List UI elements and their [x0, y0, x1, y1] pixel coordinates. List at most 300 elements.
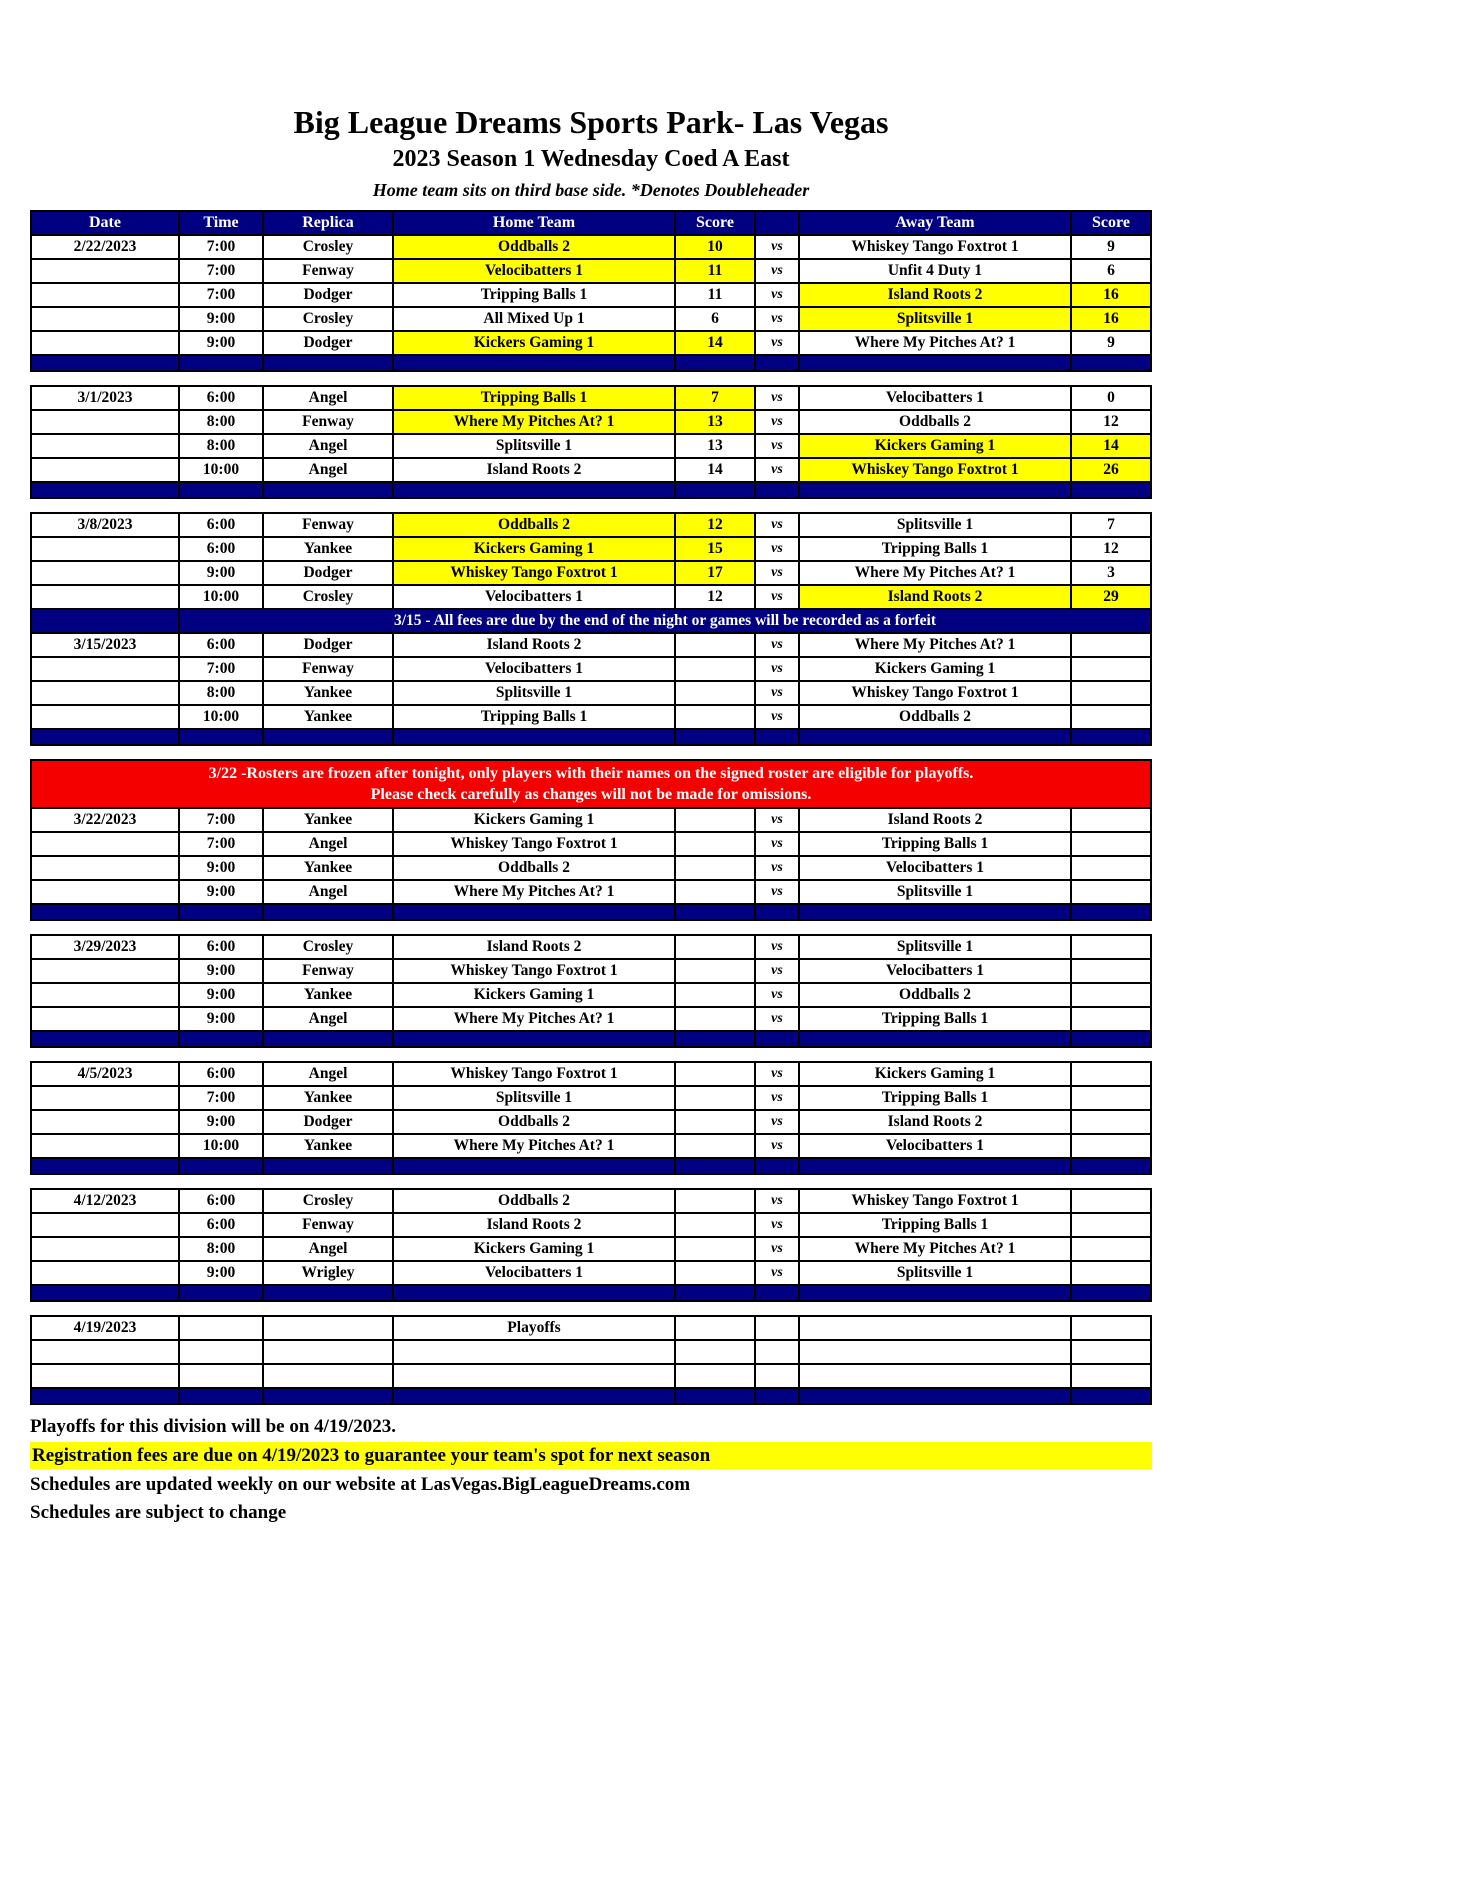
away-team-cell: [800, 1365, 1072, 1387]
date-cell: 4/5/2023: [32, 1063, 180, 1085]
home-score-cell: 15: [676, 538, 756, 560]
separator-cell: [264, 356, 394, 370]
away-score-cell: 29: [1072, 586, 1150, 608]
vs-cell: vs: [756, 284, 800, 306]
separator-cell: [1072, 1032, 1150, 1046]
separator-cell: [1072, 905, 1150, 919]
home-team-cell: Tripping Balls 1: [394, 706, 676, 728]
time-cell: 7:00: [180, 260, 264, 282]
separator-row: [30, 1032, 1152, 1048]
page-subtitle: 2023 Season 1 Wednesday Coed A East: [392, 146, 790, 172]
vs-cell: vs: [756, 1111, 800, 1133]
time-cell: [180, 1317, 264, 1339]
time-cell: 10:00: [180, 586, 264, 608]
spacer-row: [30, 499, 1152, 512]
footer-playoffs-line: Playoffs for this division will be on 4/19/2023.: [30, 1416, 396, 1437]
home-team-cell: Oddballs 2: [394, 1111, 676, 1133]
home-score-cell: [676, 984, 756, 1006]
date-cell: [32, 1135, 180, 1157]
away-score-cell: 12: [1072, 411, 1150, 433]
away-score-cell: [1072, 706, 1150, 728]
game-row: [30, 435, 1152, 459]
date-cell: [32, 1087, 180, 1109]
home-score-cell: [676, 881, 756, 903]
game-row: [30, 1238, 1152, 1262]
separator-cell: [1072, 356, 1150, 370]
away-score-cell: [1072, 1008, 1150, 1030]
game-row: [30, 833, 1152, 857]
date-cell: 3/22/2023: [32, 809, 180, 831]
away-score-cell: 6: [1072, 260, 1150, 282]
away-team-cell: Splitsville 1: [800, 1262, 1072, 1284]
away-team-cell: Where My Pitches At? 1: [800, 634, 1072, 656]
replica-cell: Fenway: [264, 1214, 394, 1236]
vs-cell: [756, 1341, 800, 1363]
home-score-cell: 6: [676, 308, 756, 330]
separator-cell: [32, 1032, 180, 1046]
time-cell: 7:00: [180, 236, 264, 258]
away-team-cell: Velocibatters 1: [800, 1135, 1072, 1157]
separator-cell: [676, 730, 756, 744]
replica-cell: Crosley: [264, 1190, 394, 1212]
game-row: [30, 1135, 1152, 1159]
away-score-cell: [1072, 960, 1150, 982]
spacer-row: [30, 921, 1152, 934]
home-score-cell: 11: [676, 260, 756, 282]
date-cell: 3/29/2023: [32, 936, 180, 958]
time-cell: 7:00: [180, 284, 264, 306]
time-cell: 6:00: [180, 936, 264, 958]
empty-row: [30, 1341, 1152, 1365]
home-score-cell: [676, 1087, 756, 1109]
home-team-cell: Splitsville 1: [394, 682, 676, 704]
header-away-team: Away Team: [800, 212, 1072, 234]
away-team-cell: Where My Pitches At? 1: [800, 562, 1072, 584]
home-team-cell: Velocibatters 1: [394, 658, 676, 680]
time-cell: 6:00: [180, 1063, 264, 1085]
home-team-cell: Whiskey Tango Foxtrot 1: [394, 833, 676, 855]
home-score-cell: 12: [676, 514, 756, 536]
replica-cell: Dodger: [264, 284, 394, 306]
away-score-cell: [1072, 881, 1150, 903]
separator-cell: [394, 905, 676, 919]
replica-cell: Yankee: [264, 984, 394, 1006]
vs-cell: vs: [756, 236, 800, 258]
replica-cell: Crosley: [264, 236, 394, 258]
date-cell: [32, 857, 180, 879]
game-row: [30, 1262, 1152, 1286]
replica-cell: Crosley: [264, 936, 394, 958]
vs-cell: [756, 1317, 800, 1339]
vs-cell: vs: [756, 1135, 800, 1157]
home-score-cell: [676, 1135, 756, 1157]
away-team-cell: Splitsville 1: [800, 881, 1072, 903]
vs-cell: vs: [756, 881, 800, 903]
home-score-cell: [676, 658, 756, 680]
away-team-cell: Oddballs 2: [800, 984, 1072, 1006]
separator-cell: [32, 1159, 180, 1173]
separator-row: [30, 356, 1152, 372]
away-team-cell: Island Roots 2: [800, 284, 1072, 306]
date-cell: [32, 881, 180, 903]
game-row: [30, 1188, 1152, 1214]
separator-cell: [264, 730, 394, 744]
home-team-cell: Velocibatters 1: [394, 1262, 676, 1284]
separator-cell: [676, 1032, 756, 1046]
away-score-cell: [1072, 984, 1150, 1006]
away-score-cell: 16: [1072, 308, 1150, 330]
spacer-row: [30, 1048, 1152, 1061]
vs-cell: vs: [756, 1008, 800, 1030]
separator-cell: [756, 730, 800, 744]
separator-row: [30, 1389, 1152, 1405]
away-score-cell: [1072, 1214, 1150, 1236]
home-score-cell: [676, 1190, 756, 1212]
replica-cell: Angel: [264, 435, 394, 457]
vs-cell: vs: [756, 260, 800, 282]
date-cell: [32, 1214, 180, 1236]
vs-cell: vs: [756, 459, 800, 481]
date-cell: [32, 1341, 180, 1363]
separator-cell: [394, 730, 676, 744]
home-score-cell: [676, 1214, 756, 1236]
home-team-cell: Kickers Gaming 1: [394, 538, 676, 560]
time-cell: 10:00: [180, 459, 264, 481]
away-score-cell: 12: [1072, 538, 1150, 560]
replica-cell: [264, 1365, 394, 1387]
separator-cell: [800, 905, 1072, 919]
game-row: [30, 236, 1152, 260]
date-cell: [32, 538, 180, 560]
spacer-row: [30, 746, 1152, 759]
vs-cell: vs: [756, 1262, 800, 1284]
replica-cell: Dodger: [264, 1111, 394, 1133]
home-score-cell: [676, 1341, 756, 1363]
date-cell: [32, 706, 180, 728]
game-row: [30, 459, 1152, 483]
banner-row: [30, 610, 1152, 634]
game-row: [30, 1061, 1152, 1087]
date-cell: 2/22/2023: [32, 236, 180, 258]
away-team-cell: Oddballs 2: [800, 706, 1072, 728]
date-cell: 3/1/2023: [32, 387, 180, 409]
replica-cell: Crosley: [264, 586, 394, 608]
home-team-cell: Kickers Gaming 1: [394, 332, 676, 354]
separator-cell: [756, 1286, 800, 1300]
home-team-cell: Oddballs 2: [394, 857, 676, 879]
roster-freeze-notice-line: Please check carefully as changes will not be made for omissions.: [370, 786, 812, 803]
replica-cell: Fenway: [264, 960, 394, 982]
vs-cell: vs: [756, 332, 800, 354]
vs-cell: vs: [756, 682, 800, 704]
away-team-cell: Unfit 4 Duty 1: [800, 260, 1072, 282]
vs-cell: vs: [756, 308, 800, 330]
home-score-cell: [676, 857, 756, 879]
away-score-cell: [1072, 658, 1150, 680]
date-cell: [32, 658, 180, 680]
home-team-cell: Kickers Gaming 1: [394, 1238, 676, 1260]
away-team-cell: Velocibatters 1: [800, 387, 1072, 409]
vs-cell: vs: [756, 960, 800, 982]
home-score-cell: 14: [676, 332, 756, 354]
away-team-cell: Kickers Gaming 1: [800, 1063, 1072, 1085]
time-cell: 9:00: [180, 881, 264, 903]
separator-cell: [394, 1389, 676, 1403]
separator-cell: [394, 356, 676, 370]
home-score-cell: 13: [676, 435, 756, 457]
page-title: Big League Dreams Sports Park- Las Vegas: [293, 104, 889, 140]
spacer-row: [30, 1302, 1152, 1315]
separator-cell: [32, 483, 180, 497]
roster-freeze-notice-line: 3/22 -Rosters are frozen after tonight, only players with their names on the signed roster are eligible for playoffs.: [208, 765, 974, 782]
empty-row: [30, 1365, 1152, 1389]
away-team-cell: Kickers Gaming 1: [800, 435, 1072, 457]
game-row: [30, 809, 1152, 833]
separator-cell: [800, 1032, 1072, 1046]
home-score-cell: [676, 682, 756, 704]
home-team-cell: Oddballs 2: [394, 236, 676, 258]
game-row: [30, 881, 1152, 905]
time-cell: 9:00: [180, 562, 264, 584]
date-cell: [32, 332, 180, 354]
home-team-cell: Whiskey Tango Foxtrot 1: [394, 562, 676, 584]
away-score-cell: 16: [1072, 284, 1150, 306]
replica-cell: Yankee: [264, 706, 394, 728]
away-score-cell: 9: [1072, 236, 1150, 258]
away-team-cell: Island Roots 2: [800, 586, 1072, 608]
replica-cell: Fenway: [264, 514, 394, 536]
separator-cell: [756, 1032, 800, 1046]
vs-cell: vs: [756, 1238, 800, 1260]
replica-cell: Yankee: [264, 682, 394, 704]
replica-cell: Fenway: [264, 658, 394, 680]
home-score-cell: 12: [676, 586, 756, 608]
separator-cell: [1072, 1389, 1150, 1403]
home-team-cell: Velocibatters 1: [394, 586, 676, 608]
away-score-cell: [1072, 1238, 1150, 1260]
game-row: [30, 332, 1152, 356]
separator-row: [30, 483, 1152, 499]
away-team-cell: Tripping Balls 1: [800, 1008, 1072, 1030]
separator-cell: [800, 1159, 1072, 1173]
home-team-cell: Island Roots 2: [394, 1214, 676, 1236]
schedule-content: [30, 104, 1152, 1528]
vs-cell: [756, 1365, 800, 1387]
away-team-cell: Whiskey Tango Foxtrot 1: [800, 1190, 1072, 1212]
home-team-cell: Island Roots 2: [394, 459, 676, 481]
separator-cell: [32, 730, 180, 744]
date-cell: [32, 1365, 180, 1387]
time-cell: 9:00: [180, 308, 264, 330]
separator-cell: [756, 905, 800, 919]
home-score-cell: [676, 706, 756, 728]
separator-cell: [1072, 483, 1150, 497]
vs-cell: vs: [756, 562, 800, 584]
separator-cell: [180, 1389, 264, 1403]
separator-cell: [32, 1389, 180, 1403]
game-row: [30, 512, 1152, 538]
away-score-cell: [1072, 1190, 1150, 1212]
separator-cell: [264, 1286, 394, 1300]
home-score-cell: [676, 936, 756, 958]
separator-cell: [180, 1286, 264, 1300]
home-team-cell: [394, 1365, 676, 1387]
home-score-cell: [676, 1063, 756, 1085]
vs-cell: vs: [756, 658, 800, 680]
replica-cell: [264, 1341, 394, 1363]
time-cell: 10:00: [180, 1135, 264, 1157]
home-score-cell: [676, 1238, 756, 1260]
time-cell: 8:00: [180, 682, 264, 704]
vs-cell: vs: [756, 1190, 800, 1212]
replica-cell: Yankee: [264, 1087, 394, 1109]
home-team-cell: Splitsville 1: [394, 1087, 676, 1109]
date-cell: [32, 1008, 180, 1030]
fees-due-banner: 3/15 - All fees are due by the end of the night or games will be recorded as a forfeit: [180, 610, 1150, 632]
vs-cell: vs: [756, 809, 800, 831]
home-team-cell: [394, 1341, 676, 1363]
time-cell: 7:00: [180, 809, 264, 831]
time-cell: 7:00: [180, 833, 264, 855]
replica-cell: Wrigley: [264, 1262, 394, 1284]
separator-cell: [1072, 1159, 1150, 1173]
vs-cell: vs: [756, 1063, 800, 1085]
vs-cell: vs: [756, 411, 800, 433]
separator-cell: [800, 483, 1072, 497]
replica-cell: Yankee: [264, 809, 394, 831]
time-cell: 9:00: [180, 1008, 264, 1030]
away-score-cell: [1072, 1262, 1150, 1284]
separator-cell: [676, 905, 756, 919]
home-team-cell: Whiskey Tango Foxtrot 1: [394, 1063, 676, 1085]
vs-cell: vs: [756, 514, 800, 536]
separator-cell: [264, 1032, 394, 1046]
header-away-score: Score: [1072, 212, 1150, 234]
header-time: Time: [180, 212, 264, 234]
separator-cell: [180, 1159, 264, 1173]
vs-cell: vs: [756, 936, 800, 958]
away-score-cell: 3: [1072, 562, 1150, 584]
game-row: [30, 857, 1152, 881]
separator-cell: [180, 483, 264, 497]
header-row: [30, 210, 1152, 236]
away-team-cell: Velocibatters 1: [800, 857, 1072, 879]
banner-date-cell: [32, 610, 180, 632]
vs-cell: vs: [756, 1214, 800, 1236]
away-team-cell: Tripping Balls 1: [800, 1087, 1072, 1109]
vs-cell: vs: [756, 387, 800, 409]
home-team-cell: Oddballs 2: [394, 1190, 676, 1212]
time-cell: 8:00: [180, 1238, 264, 1260]
separator-cell: [32, 1286, 180, 1300]
date-cell: [32, 1262, 180, 1284]
spacer-row: [30, 1175, 1152, 1188]
vs-cell: vs: [756, 984, 800, 1006]
date-cell: [32, 308, 180, 330]
away-team-cell: Splitsville 1: [800, 308, 1072, 330]
away-score-cell: 7: [1072, 514, 1150, 536]
away-score-cell: [1072, 1317, 1150, 1339]
away-team-cell: Velocibatters 1: [800, 960, 1072, 982]
separator-cell: [756, 356, 800, 370]
away-team-cell: Whiskey Tango Foxtrot 1: [800, 236, 1072, 258]
game-row: [30, 934, 1152, 960]
date-cell: [32, 984, 180, 1006]
separator-cell: [180, 1032, 264, 1046]
time-cell: 10:00: [180, 706, 264, 728]
footer-website-line: Schedules are updated weekly on our website at LasVegas.BigLeagueDreams.com: [30, 1474, 691, 1495]
separator-row: [30, 1286, 1152, 1302]
home-team-cell: All Mixed Up 1: [394, 308, 676, 330]
date-cell: [32, 284, 180, 306]
time-cell: 9:00: [180, 857, 264, 879]
separator-cell: [264, 905, 394, 919]
away-team-cell: Oddballs 2: [800, 411, 1072, 433]
home-team-cell: Where My Pitches At? 1: [394, 1008, 676, 1030]
away-score-cell: [1072, 1341, 1150, 1363]
home-score-cell: [676, 1317, 756, 1339]
away-score-cell: [1072, 1063, 1150, 1085]
replica-cell: Yankee: [264, 857, 394, 879]
time-cell: 9:00: [180, 984, 264, 1006]
separator-cell: [394, 1032, 676, 1046]
home-score-cell: 10: [676, 236, 756, 258]
vs-cell: vs: [756, 538, 800, 560]
game-row: [30, 1087, 1152, 1111]
replica-cell: Dodger: [264, 562, 394, 584]
separator-cell: [1072, 1286, 1150, 1300]
time-cell: 9:00: [180, 332, 264, 354]
game-row: [30, 284, 1152, 308]
vs-cell: vs: [756, 857, 800, 879]
vs-cell: vs: [756, 833, 800, 855]
date-cell: 4/19/2023: [32, 1317, 180, 1339]
time-cell: 9:00: [180, 960, 264, 982]
date-cell: [32, 682, 180, 704]
home-team-cell: Whiskey Tango Foxtrot 1: [394, 960, 676, 982]
away-score-cell: [1072, 809, 1150, 831]
away-score-cell: [1072, 857, 1150, 879]
away-team-cell: Whiskey Tango Foxtrot 1: [800, 682, 1072, 704]
game-row: [30, 706, 1152, 730]
home-score-cell: [676, 1111, 756, 1133]
away-team-cell: Tripping Balls 1: [800, 538, 1072, 560]
vs-cell: vs: [756, 634, 800, 656]
separator-cell: [264, 1389, 394, 1403]
header-home-team: Home Team: [394, 212, 676, 234]
away-score-cell: 26: [1072, 459, 1150, 481]
away-team-cell: Splitsville 1: [800, 936, 1072, 958]
separator-cell: [180, 905, 264, 919]
date-cell: 3/8/2023: [32, 514, 180, 536]
vs-cell: vs: [756, 586, 800, 608]
separator-cell: [676, 356, 756, 370]
game-row: [30, 1214, 1152, 1238]
date-cell: 4/12/2023: [32, 1190, 180, 1212]
time-cell: 9:00: [180, 1262, 264, 1284]
vs-cell: vs: [756, 706, 800, 728]
home-score-cell: [676, 1262, 756, 1284]
game-row: [30, 1111, 1152, 1135]
separator-cell: [800, 356, 1072, 370]
time-cell: 6:00: [180, 514, 264, 536]
replica-cell: Angel: [264, 459, 394, 481]
away-team-cell: Island Roots 2: [800, 809, 1072, 831]
home-score-cell: [676, 634, 756, 656]
game-row: [30, 658, 1152, 682]
home-team-cell: Splitsville 1: [394, 435, 676, 457]
home-score-cell: 13: [676, 411, 756, 433]
